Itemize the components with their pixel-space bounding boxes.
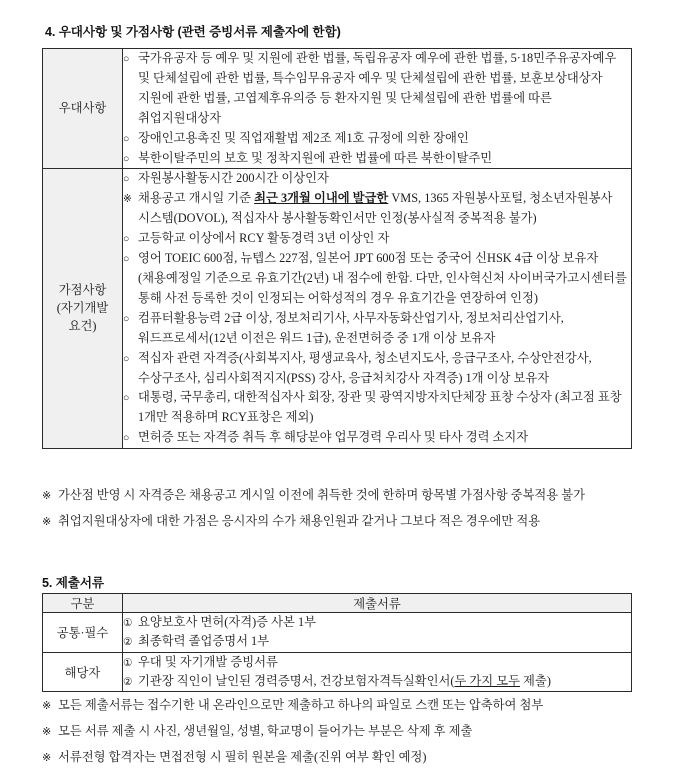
number-two-icon: [123, 675, 138, 691]
list-item-note: [123, 189, 631, 229]
benefits-note-2: ※취업지원대상자에 대한 가점은 응시자의 수가 채용인원과 같거나 그보다 적은 경우에만 적용: [42, 513, 540, 530]
reference-mark-icon: [42, 489, 58, 504]
table-row: [43, 49, 632, 169]
list-item: ○국가유공자 등 예우 및 지원에 관한 법률, 독립유공자 예우에 관한 법률, 5·18민주유공자예우 및 단체설립에 관한 법률, 특수임무유공자 예우 및 단체설립에 관한 법률, 보훈보상대상자 지원에 관한 법률, 고엽제후유의증 등 환자지원 및 단체설립에 관한 법률에 따른 취업지원대상자: [123, 49, 631, 129]
emphasis-text: 최근 3개월 이내에 발급한: [254, 191, 389, 206]
emphasis-text: 두 가지 모두: [454, 673, 520, 688]
list-item: [123, 672, 631, 691]
circle-bullet-icon: [123, 231, 138, 248]
documents-table: [42, 593, 632, 692]
section-4-heading: 4. 우대사항 및 가점사항 (관련 증빙서류 제출자에 한함): [45, 25, 341, 39]
documents-note-1: ※모든 제출서류는 접수기한 내 온라인으로만 제출하고 하나의 파일로 스캔 또는 압축하여 첨부: [42, 697, 543, 714]
list-item: ①요양보호사 면허(자격)증 사본 1부: [123, 613, 631, 632]
table-row: [43, 652, 632, 692]
number-one-icon: [123, 616, 138, 632]
list-item: ②최종학력 졸업증명서 1부: [123, 632, 631, 651]
circle-bullet-icon: [123, 390, 138, 407]
circle-bullet-icon: [123, 51, 138, 68]
row-label-applicable: 해당자: [43, 652, 123, 692]
circle-bullet-icon: [123, 131, 138, 148]
circle-bullet-icon: [123, 251, 138, 268]
note-text: 채용공고 개시일 기준 최근 3개월 이내에 발급한 VMS, 1365 자원봉사포털, 청소년자원봉사 시스템(DOVOL), 적십자사 봉사활동확인서만 인정(봉사실적 중복적용 불가): [138, 191, 613, 226]
reference-mark-icon: [42, 751, 58, 766]
reference-mark-icon: [42, 725, 58, 740]
list-item: ○북한이탈주민의 보호 및 정착지원에 관한 법률에 따른 북한이탈주민: [123, 149, 631, 169]
circle-bullet-icon: [123, 311, 138, 328]
row-label-bonus-points: 가점사항 (자기개발 요건): [43, 169, 123, 449]
column-header-category: 구분: [43, 594, 123, 613]
list-item: ○장애인고용촉진 및 직업재활법 제2조 제1호 규정에 의한 장애인: [123, 129, 631, 149]
benefits-table: [42, 48, 632, 449]
list-item: ○적십자 관련 자격증(사회복지사, 평생교육사, 청소년지도사, 응급구조사, 수상안전강사, 수상구조사, 심리사회적지지(PSS) 강사, 응급처치강사 자격증) 1개 이상 보유자: [123, 349, 631, 389]
reference-mark-icon: [42, 515, 58, 530]
row-content-preferential: [123, 49, 632, 169]
circle-bullet-icon: [123, 430, 138, 447]
row-label-preferential: 우대사항: [43, 49, 123, 169]
table-header-row: [43, 594, 632, 613]
column-header-documents: 제출서류: [123, 594, 632, 613]
reference-mark-icon: [123, 191, 138, 208]
table-row: [43, 613, 632, 653]
documents-note-3: ※서류전형 합격자는 면접전형 시 필히 원본을 제출(진위 여부 확인 예정): [42, 749, 426, 766]
list-item: ○자원봉사활동시간 200시간 이상인자: [123, 169, 631, 189]
number-two-icon: [123, 635, 138, 651]
row-content-bonus-points: [123, 169, 632, 449]
table-row: [43, 169, 632, 449]
list-item: ○면허증 또는 자격증 취득 후 해당분야 업무경력 우리사 및 타사 경력 소지자: [123, 428, 631, 448]
row-content-applicable: [123, 652, 632, 692]
item-text: 기관장 직인이 날인된 경력증명서, 건강보험자격득실확인서(두 가지 모두 제출): [138, 673, 551, 688]
section-5-heading: 5. 제출서류: [42, 576, 104, 590]
circle-bullet-icon: [123, 151, 138, 168]
row-label-common-required: 공통·필수: [43, 613, 123, 653]
list-item: ○컴퓨터활용능력 2급 이상, 정보처리기사, 사무자동화산업기사, 정보처리산업기사, 워드프로세서(12년 이전은 워드 1급), 운전면허증 중 1개 이상 보유자: [123, 309, 631, 349]
list-item: ○고등학교 이상에서 RCY 활동경력 3년 이상인 자: [123, 229, 631, 249]
circle-bullet-icon: [123, 171, 138, 188]
reference-mark-icon: [42, 699, 58, 714]
number-one-icon: [123, 656, 138, 672]
list-item: ○대통령, 국무총리, 대한적십자사 회장, 장관 및 광역지방자치단체장 표창 수상자 (최고점 표창 1개만 적용하며 RCY표창은 제외): [123, 388, 631, 428]
benefits-note-1: ※가산점 반영 시 자격증은 채용공고 게시일 이전에 취득한 것에 한하며 항목별 가점사항 중복적용 불가: [42, 487, 585, 504]
row-content-common-required: [123, 613, 632, 653]
list-item: ①우대 및 자기개발 증빙서류: [123, 653, 631, 672]
documents-note-2: ※모든 서류 제출 시 사진, 생년월일, 성별, 학교명이 들어가는 부분은 삭제 후 제출: [42, 723, 472, 740]
list-item: ○영어 TOEIC 600점, 뉴텝스 227점, 일본어 JPT 600점 또는 중국어 신HSK 4급 이상 보유자 (채용예정일 기준으로 유효기간(2년) 내 점수에 한함. 다만, 인사혁신처 사이버국가고시센터를 통해 사전 등록한 것이 인정되는 어학성적의 경우 유효기간을 연장하여 인정): [123, 249, 631, 309]
circle-bullet-icon: [123, 351, 138, 368]
